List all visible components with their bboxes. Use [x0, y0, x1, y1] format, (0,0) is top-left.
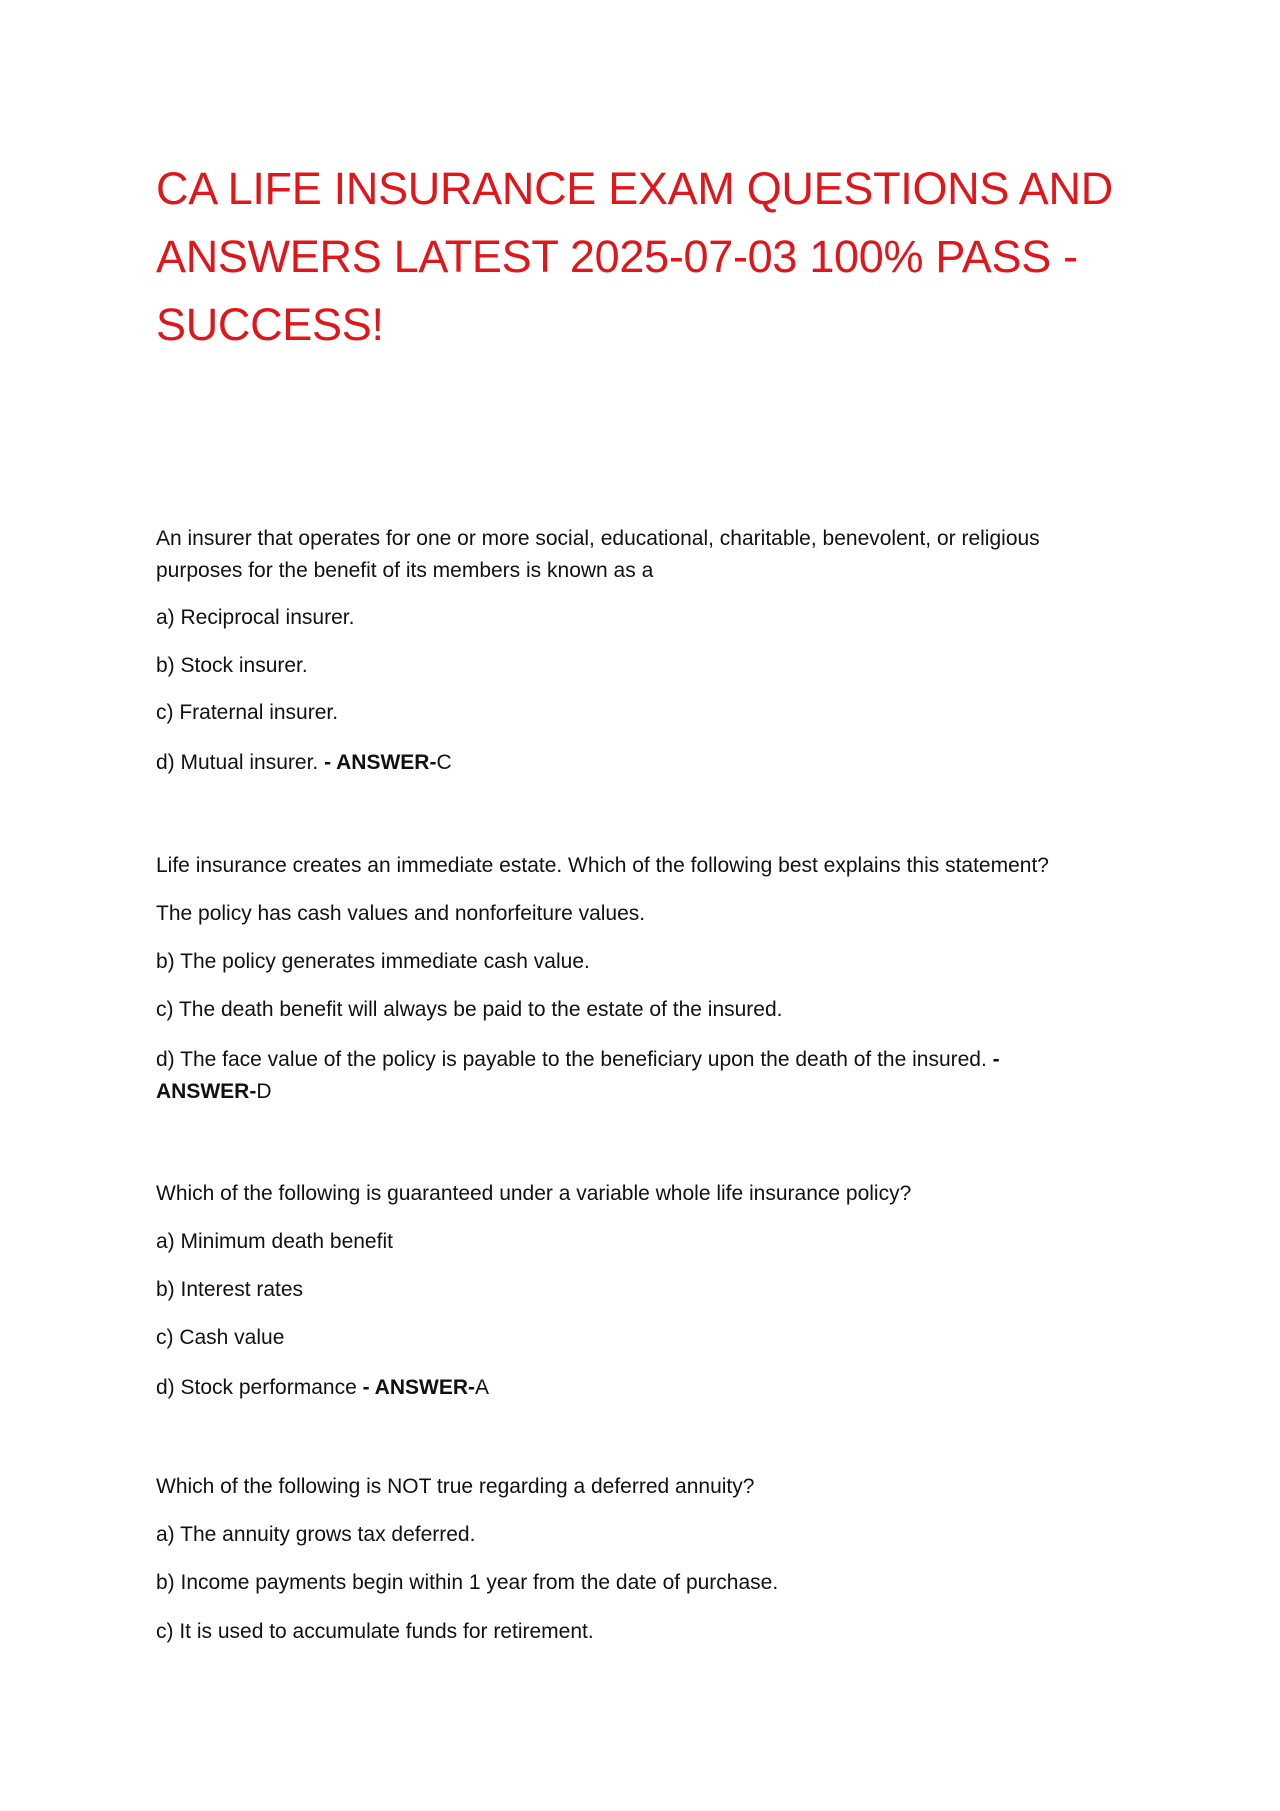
answer-value: C: [436, 751, 452, 774]
document-title: CA LIFE INSURANCE EXAM QUESTIONS AND ANSWERS LATEST 2025-07-03 100% PASS - SUCCESS!: [156, 163, 1113, 350]
option-d-with-answer: [156, 747, 452, 779]
option-a: a) The annuity grows tax deferred.: [156, 1523, 476, 1546]
answer-label: ANSWER-: [156, 1080, 257, 1103]
option-c: c) The death benefit will always be paid to the estate of the insured.: [156, 998, 783, 1021]
option-b: b) Income payments begin within 1 year from the date of purchase.: [156, 1571, 779, 1594]
answer-label: - ANSWER-: [362, 1376, 475, 1399]
option-c: c) Fraternal insurer.: [156, 701, 339, 724]
answer-separator: -: [992, 1048, 1000, 1071]
option-c: c) It is used to accumulate funds for retirement.: [156, 1620, 594, 1643]
option-d: d) Stock performance: [156, 1376, 357, 1399]
question-text: Which of the following is guaranteed under a variable whole life insurance policy?: [156, 1182, 912, 1205]
option-d-with-answer: [156, 1372, 489, 1404]
option-a: The policy has cash values and nonforfeiture values.: [156, 902, 646, 925]
answer-label: - ANSWER-: [324, 751, 437, 774]
question-text: Which of the following is NOT true regarding a deferred annuity?: [156, 1475, 755, 1498]
question-text: An insurer that operates for one or more social, educational, charitable, benevolent, or religious purposes for the benefit of its members is known as a: [156, 527, 1040, 582]
answer-value: D: [256, 1080, 272, 1103]
answer-line: [156, 1076, 272, 1108]
option-b: b) Stock insurer.: [156, 654, 308, 677]
answer-value: A: [474, 1376, 489, 1399]
option-c: c) Cash value: [156, 1326, 285, 1349]
question-text: Life insurance creates an immediate estate. Which of the following best explains this statement?: [156, 854, 1049, 877]
option-a: a) Minimum death benefit: [156, 1230, 393, 1253]
option-a: a) Reciprocal insurer.: [156, 606, 355, 629]
option-d: d) Mutual insurer.: [156, 751, 319, 774]
option-b: b) Interest rates: [156, 1278, 304, 1301]
option-b: b) The policy generates immediate cash value.: [156, 950, 590, 973]
option-d-with-answer: [156, 1044, 1000, 1076]
option-d: d) The face value of the policy is payable to the beneficiary upon the death of the insured.: [156, 1048, 987, 1071]
